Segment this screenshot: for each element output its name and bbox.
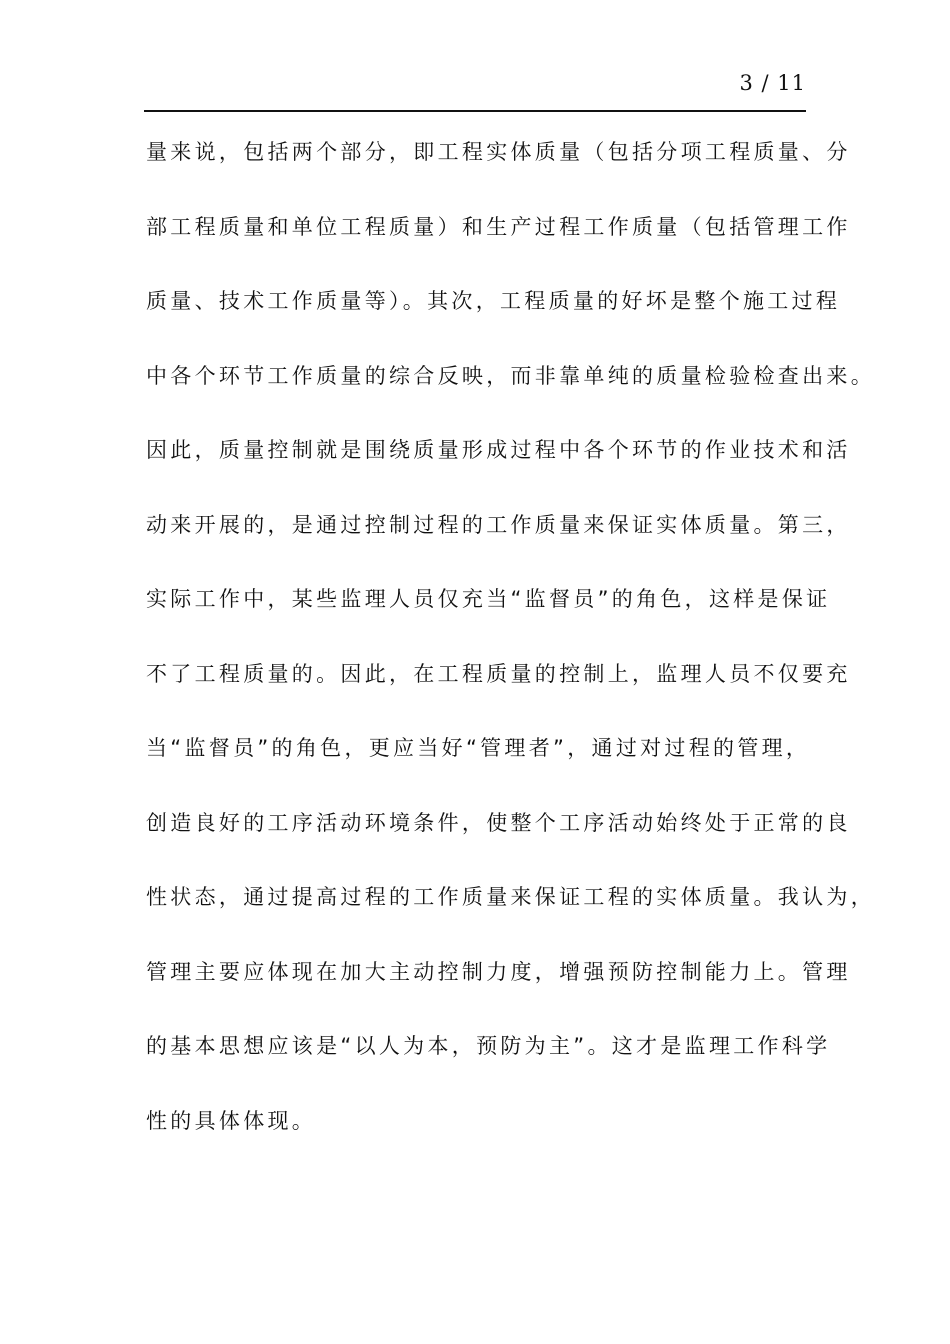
text-line: 质量、技术工作质量等）。其次，工程质量的好坏是整个施工过程 xyxy=(146,289,841,313)
text-line: 因此，质量控制就是围绕质量形成过程中各个环节的作业技术和活 xyxy=(146,438,851,462)
text-line: 不了工程质量的。因此，在工程质量的控制上，监理人员不仅要充 xyxy=(146,661,851,686)
text-line: 当“监督员”的角色，更应当好“管理者”，通过对过程的管理， xyxy=(146,736,811,760)
text-line: 性的具体体现。 xyxy=(146,1108,317,1133)
text-line: 动来开展的，是通过控制过程的工作质量来保证实体质量。第三， xyxy=(146,512,851,537)
body-text xyxy=(146,130,875,1173)
text-line: 量来说，包括两个部分，即工程实体质量（包括分项工程质量、分 xyxy=(146,140,851,164)
text-line: 性状态，通过提高过程的工作质量来保证工程的实体质量。我认为， xyxy=(146,885,875,909)
text-line: 中各个环节工作质量的综合反映，而非靠单纯的质量检验检查出来。 xyxy=(146,363,875,388)
header-divider xyxy=(144,110,806,112)
text-line: 管理主要应体现在加大主动控制力度，增强预防控制能力上。管理 xyxy=(146,959,851,984)
text-line: 部工程质量和单位工程质量）和生产过程工作质量（包括管理工作 xyxy=(146,214,851,239)
text-line: 的基本思想应该是“以人为本，预防为主”。这才是监理工作科学 xyxy=(146,1034,831,1058)
page-number: 3 / 11 xyxy=(739,71,806,95)
text-line: 实际工作中，某些监理人员仅充当“监督员”的角色，这样是保证 xyxy=(146,587,831,611)
text-line: 创造良好的工序活动环境条件，使整个工序活动始终处于正常的良 xyxy=(146,810,851,835)
